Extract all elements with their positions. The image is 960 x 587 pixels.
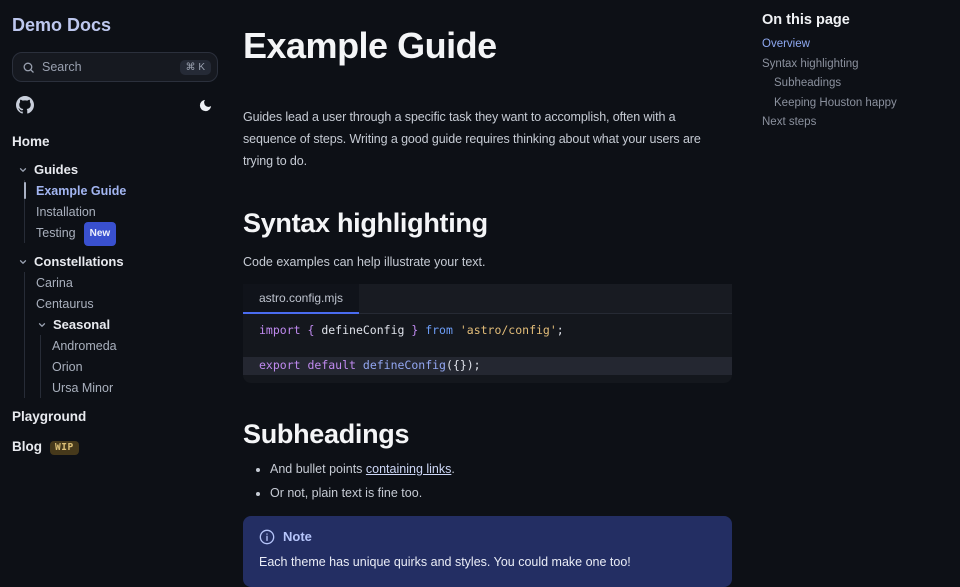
code-token: import bbox=[259, 323, 301, 337]
sidebar-item bbox=[36, 180, 218, 201]
sidebar-item bbox=[52, 356, 218, 377]
code-token: } bbox=[404, 323, 426, 337]
code-line-2 bbox=[243, 340, 732, 358]
note-header bbox=[259, 529, 716, 545]
sidebar-group-label: Guides bbox=[34, 162, 79, 177]
toc-item bbox=[762, 73, 952, 93]
github-icon bbox=[16, 96, 34, 114]
sidebar-item-orion[interactable]: Orion bbox=[52, 360, 83, 374]
sidebar-item-example-guide[interactable]: Example Guide bbox=[36, 184, 127, 198]
code-token: export bbox=[259, 358, 301, 372]
code-token bbox=[356, 358, 363, 372]
wip-badge: WIP bbox=[50, 441, 79, 455]
new-badge: New bbox=[84, 222, 117, 246]
on-this-page-nav bbox=[762, 10, 952, 132]
toc-link-syntax-highlighting[interactable]: Syntax highlighting bbox=[762, 57, 859, 70]
sidebar-group-constellations[interactable] bbox=[18, 251, 218, 272]
sidebar-group-label: Constellations bbox=[34, 254, 124, 269]
sidebar-group-seasonal[interactable] bbox=[37, 314, 218, 335]
github-link[interactable] bbox=[16, 96, 34, 114]
sidebar-item-andromeda[interactable]: Andromeda bbox=[52, 339, 117, 353]
code-token: ; bbox=[556, 323, 564, 337]
search-shortcut-kbd: ⌘ K bbox=[180, 60, 211, 75]
sidebar-item-centaurus[interactable]: Centaurus bbox=[36, 297, 94, 311]
sidebar-group-label: Seasonal bbox=[53, 317, 111, 332]
sidebar-item bbox=[36, 201, 218, 222]
code-token bbox=[453, 323, 460, 337]
toc-item bbox=[762, 93, 952, 113]
moon-icon bbox=[198, 98, 213, 113]
code-token: { bbox=[300, 323, 322, 337]
bullet-item bbox=[270, 461, 732, 478]
sidebar bbox=[0, 0, 230, 540]
sidebar-item bbox=[52, 335, 218, 356]
page-title: Example Guide bbox=[243, 25, 497, 66]
syntax-intro-paragraph: Code examples can help illustrate your text. bbox=[243, 255, 486, 269]
sidebar-item-testing[interactable]: Testing bbox=[36, 226, 76, 240]
info-icon bbox=[259, 529, 275, 545]
sidebar-item-home[interactable]: Home bbox=[12, 134, 50, 149]
code-tab-label: astro.config.mjs bbox=[259, 291, 344, 305]
code-token: from bbox=[425, 323, 453, 337]
site-title[interactable]: Demo Docs bbox=[12, 15, 112, 35]
heading-subheadings: Subheadings bbox=[243, 418, 410, 449]
toc-link-subheadings[interactable]: Subheadings bbox=[774, 77, 842, 89]
sidebar-item bbox=[36, 293, 218, 314]
code-block bbox=[243, 284, 732, 383]
toc-heading: On this page bbox=[762, 12, 850, 28]
sidebar-item-ursa-minor[interactable]: Ursa Minor bbox=[52, 381, 114, 395]
heading-syntax-highlighting: Syntax highlighting bbox=[243, 208, 488, 238]
bullet-text: And bullet points bbox=[270, 461, 366, 476]
bullet-item: • Or not, plain text is fine too. bbox=[270, 485, 732, 502]
code-token: defineConfig bbox=[362, 358, 446, 372]
sidebar-item-blog[interactable]: Blog bbox=[12, 439, 42, 454]
search-placeholder: Search bbox=[42, 60, 82, 74]
toc-link-overview[interactable]: Overview bbox=[762, 38, 810, 50]
sidebar-item bbox=[36, 222, 218, 243]
bullet-list bbox=[243, 461, 732, 502]
note-title: Note bbox=[283, 529, 312, 544]
code-line-3-highlighted bbox=[243, 357, 732, 375]
sidebar-nav bbox=[12, 131, 218, 457]
code-tab-astro-config[interactable] bbox=[243, 284, 359, 314]
chevron-down-icon bbox=[37, 320, 47, 330]
sidebar-item-installation[interactable]: Installation bbox=[36, 205, 96, 219]
chevron-down-icon bbox=[18, 257, 28, 267]
theme-toggle-button[interactable] bbox=[198, 98, 213, 113]
sidebar-item-carina[interactable]: Carina bbox=[36, 276, 73, 290]
note-body: Each theme has unique quirks and styles. You could make one too! bbox=[259, 554, 631, 569]
code-line-1 bbox=[243, 322, 732, 340]
code-tab-bar bbox=[243, 284, 732, 314]
search-input[interactable] bbox=[12, 52, 218, 82]
toc-item bbox=[762, 54, 952, 74]
bullet-text: . bbox=[451, 461, 455, 476]
note-callout bbox=[243, 516, 732, 587]
toc-item bbox=[762, 34, 952, 54]
code-token: ({}); bbox=[445, 358, 481, 372]
code-token: 'astro/config' bbox=[459, 323, 557, 337]
sidebar-item bbox=[52, 377, 218, 398]
main-content bbox=[243, 0, 732, 587]
toc-link-next-steps[interactable]: Next steps bbox=[762, 116, 817, 128]
containing-links-link[interactable]: containing links bbox=[365, 461, 452, 476]
code-token: default bbox=[307, 358, 356, 372]
intro-paragraph: Guides lead a user through a specific task they want to accomplish, often with a sequence of steps. Writing a good guide requires thinking about what your users are trying to do. bbox=[243, 110, 701, 168]
search-icon bbox=[22, 61, 35, 74]
code-token: defineConfig bbox=[321, 323, 405, 337]
sidebar-item-playground[interactable]: Playground bbox=[12, 409, 87, 424]
chevron-down-icon bbox=[18, 165, 28, 175]
toc-item bbox=[762, 112, 952, 132]
sidebar-item bbox=[36, 272, 218, 293]
sidebar-group-guides[interactable] bbox=[18, 159, 218, 180]
toc-link-keeping-houston-happy[interactable]: Keeping Houston happy bbox=[774, 96, 897, 109]
sidebar-icon-row bbox=[12, 96, 218, 114]
code-body bbox=[243, 314, 732, 383]
